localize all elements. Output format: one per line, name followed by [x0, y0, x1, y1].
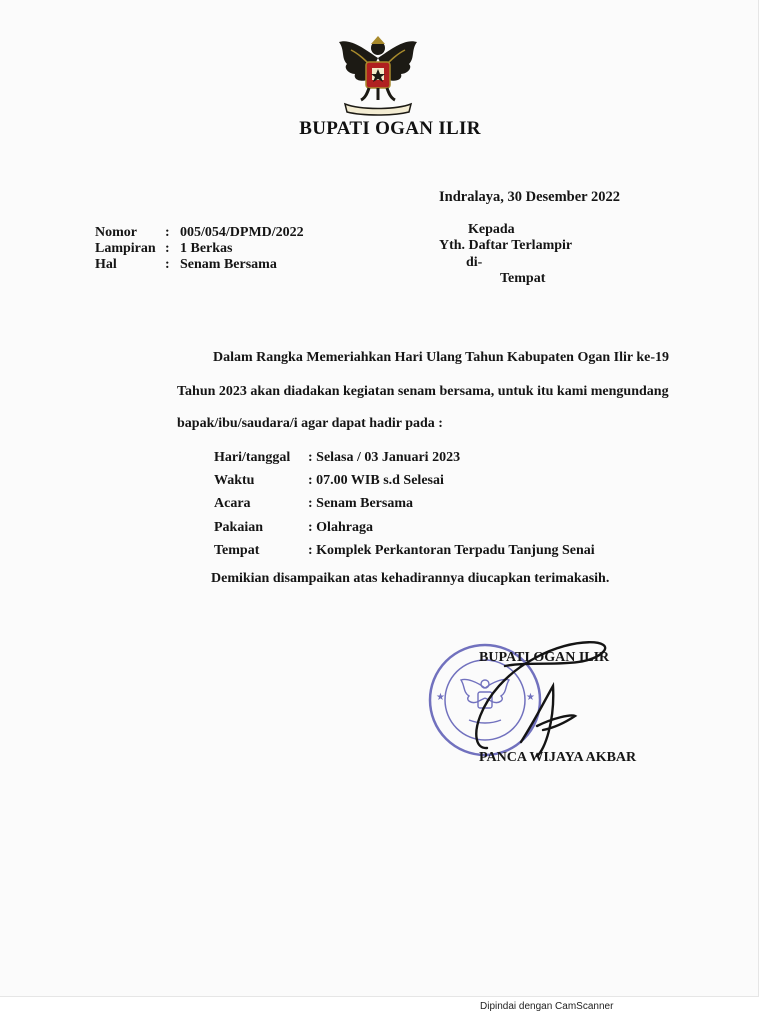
detail-label: Tempat [214, 542, 260, 558]
signature-title: BUPATI OGAN ILIR [479, 650, 610, 665]
meta-label: Lampiran [95, 241, 156, 256]
detail-row [214, 446, 595, 469]
address-di: di- [466, 255, 483, 270]
body-line-2: Tahun 2023 akan diadakan kegiatan senam bersama, untuk itu kami mengundang [177, 384, 669, 399]
detail-value: : Senam Bersama [308, 496, 413, 512]
address-tempat: Tempat [500, 271, 546, 286]
scanner-watermark: Dipindai dengan CamScanner [480, 1001, 614, 1012]
stamp-star: ★ [526, 692, 535, 703]
detail-value: : Komplek Perkantoran Terpadu Tanjung Senai [308, 542, 595, 558]
garuda-emblem [331, 28, 425, 116]
stamp-star: ★ [436, 692, 445, 703]
meta-colon: : [165, 257, 170, 272]
meta-value: Senam Bersama [180, 257, 277, 272]
meta-row [95, 257, 304, 273]
stamp-emblem [461, 679, 509, 723]
detail-row [214, 516, 595, 539]
detail-row [214, 492, 595, 515]
body-line-1: Dalam Rangka Memeriahkan Hari Ulang Tahun Kabupaten Ogan Ilir ke-19 [213, 350, 669, 365]
address-recipient: Yth. Daftar Terlampir [439, 238, 573, 253]
event-details [214, 446, 595, 562]
detail-row [214, 539, 595, 562]
meta-label: Nomor [95, 225, 137, 240]
meta-label: Hal [95, 257, 117, 272]
signature-name: PANCA WIJAYA AKBAR [479, 750, 637, 765]
detail-value: : Olahraga [308, 519, 373, 535]
meta-colon: : [165, 241, 170, 256]
meta-row [95, 225, 304, 241]
address-kepada: Kepada [468, 222, 515, 237]
closing-line: Demikian disampaikan atas kehadirannya diucapkan terimakasih. [211, 571, 610, 586]
letter-meta [95, 225, 304, 273]
detail-label: Acara [214, 496, 251, 512]
place-date: Indralaya, 30 Desember 2022 [439, 189, 620, 205]
body-line-3: bapak/ibu/saudara/i agar dapat hadir pada : [177, 416, 443, 431]
letterhead-title: BUPATI OGAN ILIR [299, 118, 481, 139]
detail-row [214, 469, 595, 492]
detail-value: : Selasa / 03 Januari 2023 [308, 450, 461, 465]
meta-colon: : [165, 225, 170, 240]
meta-row [95, 241, 304, 257]
meta-value: 005/054/DPMD/2022 [180, 225, 304, 240]
detail-label: Hari/tanggal [214, 450, 291, 465]
detail-value: : 07.00 WIB s.d Selesai [308, 473, 444, 489]
detail-label: Waktu [214, 473, 255, 489]
detail-label: Pakaian [214, 519, 264, 535]
meta-value: 1 Berkas [180, 241, 233, 256]
